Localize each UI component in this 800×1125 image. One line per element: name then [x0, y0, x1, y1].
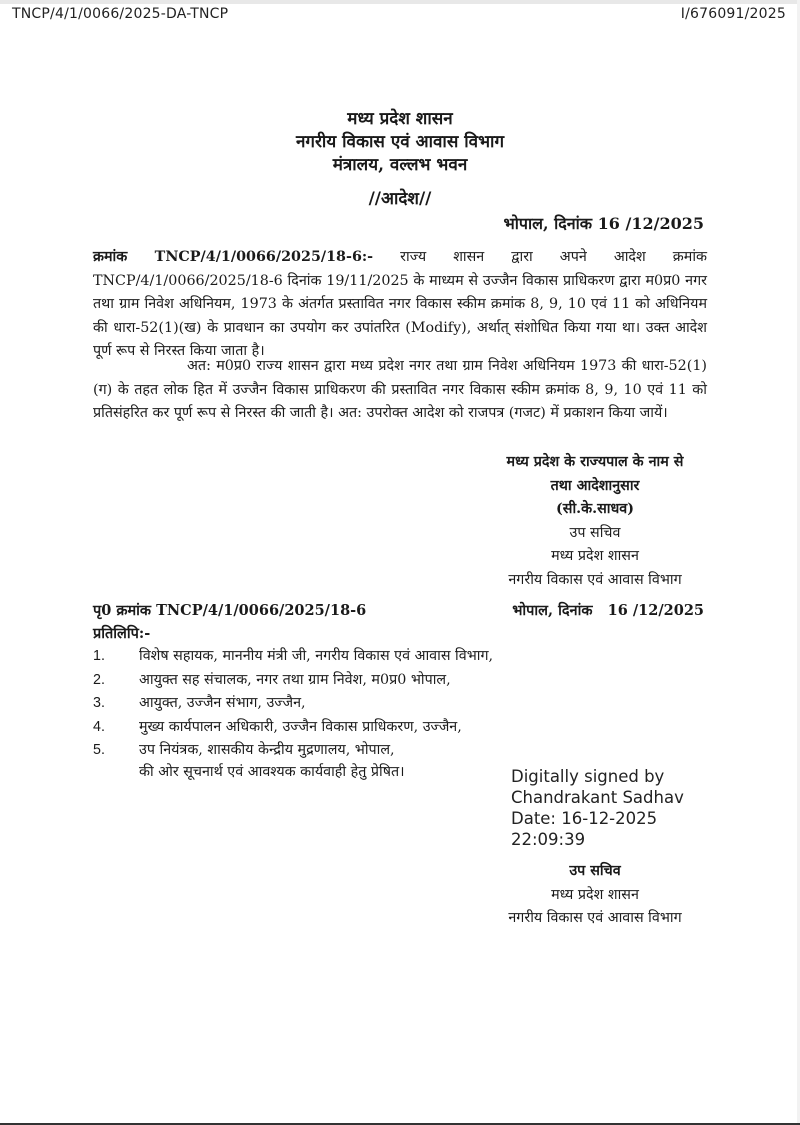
recipient-item — [93, 716, 533, 740]
recipient-number: 2. — [93, 671, 105, 688]
copy-closing-note: की ओर सूचनार्थ एवं आवश्यक कार्यवाही हेतु प्रेषित। — [139, 764, 405, 780]
signatory-org-1: मध्य प्रदेश शासन — [551, 548, 639, 564]
letterhead-department: नगरीय विकास एवं आवास विभाग — [295, 132, 505, 152]
signatory-name: (सी.के.साधव) — [556, 501, 634, 517]
order-number: क्रमांक TNCP/4/1/0066/2025/18-6:- — [93, 249, 374, 265]
signatory-designation-2: उप सचिव — [569, 863, 621, 879]
file-reference: TNCP/4/1/0066/2025-DA-TNCP — [12, 6, 229, 22]
recipient-item — [93, 669, 533, 693]
recipient-text: आयुक्त, उज्जैन संभाग, उज्जैन, — [139, 695, 306, 711]
signature-order-line: तथा आदेशानुसार — [550, 477, 640, 494]
signature-authority-line: मध्य प्रदेश के राज्यपाल के नाम से — [506, 454, 684, 470]
recipient-number: 5. — [93, 742, 105, 758]
order-paragraph-2: अत: म0प्र0 राज्य शासन द्वारा मध्य प्रदेश नगर तथा ग्राम निवेश अधिनियम 1973 की धारा-52(1)(ग) के तहत लोक हित में उज्जैन विकास प्राधिकरण की प्रस्तावित नगर विकास स्कीम क्रमांक 8, 9, 10 एवं 11 को प्रतिसंहरित कर पूर्ण रूप से निरस्त की जाती है। अत: उपरोक्त आदेश को राजपत्र (गजट) में प्रकाशन किया जायें। — [93, 358, 707, 422]
copy-label: प्रतिलिपि:- — [93, 625, 151, 642]
recipient-text: विशेष सहायक, माननीय मंत्री जी, नगरीय विकास एवं आवास विभाग, — [139, 648, 494, 664]
recipient-number: 3. — [93, 695, 105, 711]
recipient-item — [93, 645, 533, 669]
letterhead-government: मध्य प्रदेश शासन — [347, 109, 453, 129]
signatory-org-1-2: मध्य प्रदेश शासन — [551, 886, 639, 903]
recipient-list — [93, 645, 533, 763]
letterhead-ministry: मंत्रालय, वल्लभ भवन — [332, 155, 468, 175]
order-paragraph-1 — [93, 246, 707, 364]
order-paragraph-1-text: राज्य शासन द्वारा अपने आदेश क्रमांक TNCP/4/1/0066/2025/18-6 दिनांक 19/11/2025 के माध्यम से उज्जैन विकास प्राधिकरण द्वारा म0प्र0 नगर तथा ग्राम निवेश अधिनियम, 1973 के अंतर्गत प्रस्तावित नगर विकास स्कीम क्रमांक 8, 9, 10 एवं 11 को अधिनियम की धारा-52(1)(ख) के प्रावधान का उपयोग कर उपांतरित (Modify), अर्थात् संशोधित किया गया था। उक्त आदेश पूर्ण रूप से निरस्त किया जाता है। — [93, 249, 707, 360]
digital-signature-name: Chandrakant Sadhav — [511, 788, 684, 807]
signatory-org-2-2: नगरीय विकास एवं आवास विभाग — [508, 910, 682, 926]
digital-signature-label: Digitally signed by — [511, 767, 665, 786]
recipient-number: 4. — [93, 718, 105, 735]
signatory-org-2: नगरीय विकास एवं आवास विभाग — [508, 571, 682, 588]
digital-signature — [511, 766, 684, 850]
recipient-text: आयुक्त सह संचालक, नगर तथा ग्राम निवेश, म0प्र0 भोपाल, — [139, 671, 451, 688]
top-border — [0, 0, 800, 4]
recipient-text: मुख्य कार्यपालन अधिकारी, उज्जैन विकास प्राधिकरण, उज्जैन, — [139, 718, 462, 735]
order-title: //आदेश// — [368, 189, 432, 209]
copy-place-date: भोपाल, दिनांक 16 /12/2025 — [512, 602, 704, 619]
recipient-item — [93, 739, 533, 763]
recipient-text: उप नियंत्रक, शासकीय केन्द्रीय मुद्रणालय, भोपाल, — [139, 742, 395, 758]
signatory-designation: उप सचिव — [569, 524, 621, 541]
recipient-number: 1. — [93, 648, 105, 664]
letterhead — [0, 108, 800, 177]
place-date: भोपाल, दिनांक 16 /12/2025 — [503, 214, 704, 233]
signature-block-2 — [470, 860, 720, 931]
digital-signature-date: Date: 16-12-2025 — [511, 809, 658, 828]
copy-reference: पृ0 क्रमांक TNCP/4/1/0066/2025/18-6 — [93, 602, 367, 619]
document-number: I/676091/2025 — [680, 6, 786, 22]
signature-block-1 — [470, 451, 720, 592]
recipient-item — [93, 692, 533, 716]
digital-signature-time: 22:09:39 — [511, 830, 586, 849]
